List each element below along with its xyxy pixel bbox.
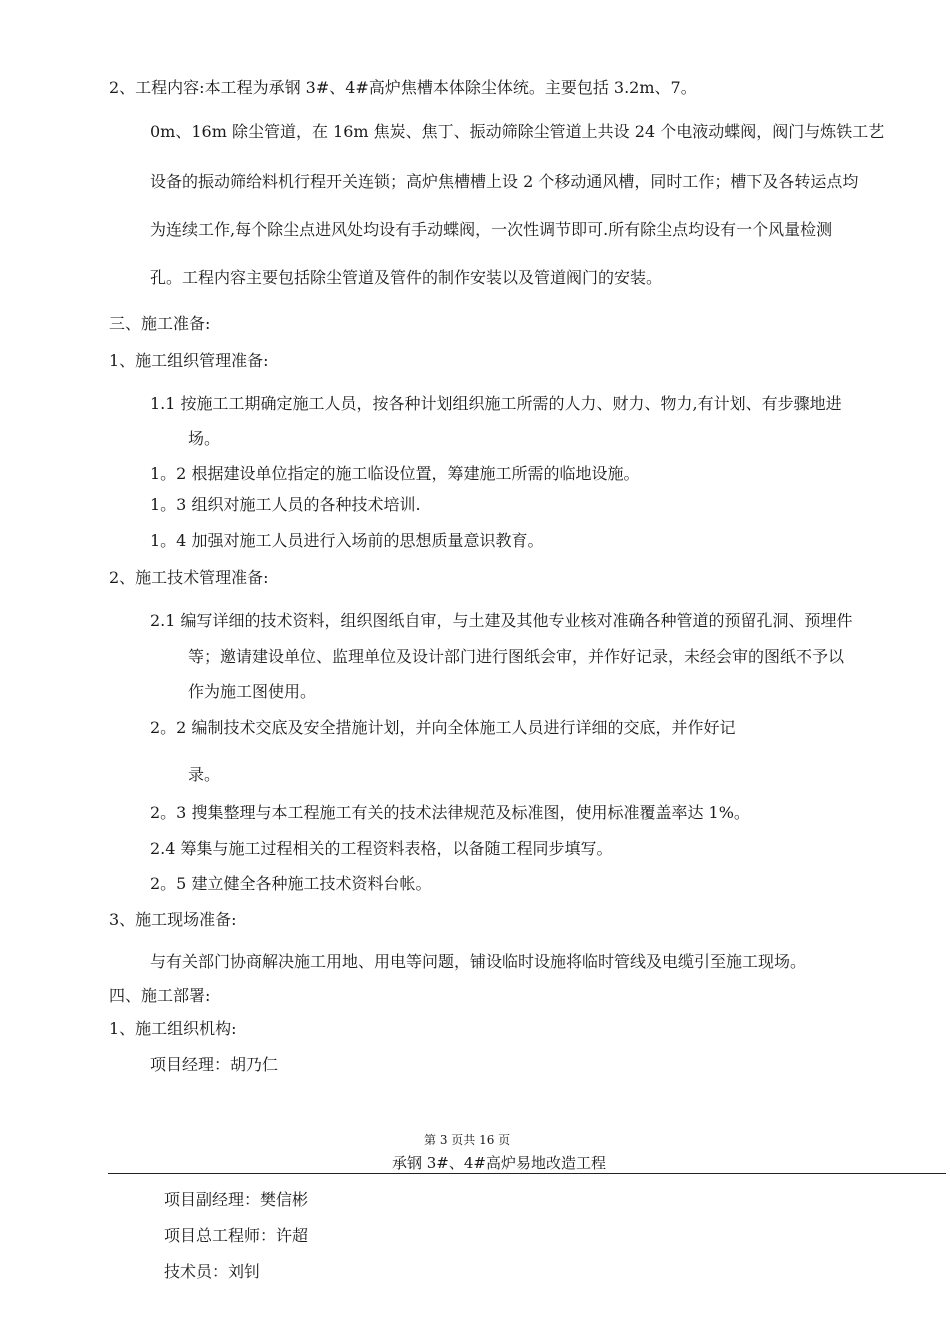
subsection-heading: 3、施工现场准备: [109, 910, 237, 929]
paragraph-line: 1。4 加强对施工人员进行入场前的思想质量意识教育。 [150, 531, 544, 550]
paragraph-line: 等；邀请建设单位、监理单位及设计部门进行图纸会审，并作好记录，未经会审的图纸不予以 [188, 647, 845, 666]
subsection-heading: 2、施工技术管理准备: [109, 568, 269, 587]
section-heading: 三、施工准备: [109, 314, 211, 333]
paragraph-line: 2、工程内容:本工程为承钢 3#、4#高炉焦槽本体除尘体统。主要包括 3.2m、7。 [109, 78, 697, 97]
paragraph-line: 2。5 建立健全各种施工技术资料台帐。 [150, 874, 432, 893]
page-divider [108, 1173, 946, 1174]
paragraph-line: 2.1 编写详细的技术资料，组织图纸自审，与土建及其他专业核对准确各种管道的预留孔洞、预埋件 [150, 611, 853, 630]
paragraph-line: 录。 [188, 765, 221, 784]
subsection-heading: 1、施工组织机构: [109, 1019, 237, 1038]
paragraph-line: 技术员：刘钊 [164, 1262, 261, 1281]
paragraph-line: 1。2 根据建设单位指定的施工临设位置，筹建施工所需的临地设施。 [150, 464, 640, 483]
paragraph-line: 2.4 筹集与施工过程相关的工程资料表格，以备随工程同步填写。 [150, 839, 613, 858]
paragraph-line: 2。2 编制技术交底及安全措施计划，并向全体施工人员进行详细的交底，并作好记 [150, 718, 736, 737]
paragraph-line: 1。3 组织对施工人员的各种技术培训. [150, 495, 421, 514]
paragraph-line: 作为施工图使用。 [188, 682, 317, 701]
paragraph-line: 项目总工程师：许超 [164, 1226, 309, 1245]
paragraph-line: 2。3 搜集整理与本工程施工有关的技术法律规范及标准图，使用标准覆盖率达 1%。 [150, 803, 750, 822]
paragraph-line: 项目经理：胡乃仁 [150, 1055, 279, 1074]
paragraph-line: 与有关部门协商解决施工用地、用电等问题，铺设临时设施将临时管线及电缆引至施工现场。 [150, 952, 807, 971]
paragraph-line: 1.1 按施工工期确定施工人员，按各种计划组织施工所需的人力、财力、物力,有计划、有步骤地进 [150, 394, 842, 413]
running-header: 承钢 3#、4#高炉易地改造工程 [392, 1154, 606, 1172]
page-number: 第 3 页共 16 页 [424, 1133, 511, 1147]
paragraph-line: 孔。工程内容主要包括除尘管道及管件的制作安装以及管道阀门的安装。 [150, 268, 663, 287]
section-heading: 四、施工部署: [109, 986, 211, 1005]
paragraph-line: 场。 [188, 429, 221, 448]
paragraph-line: 设备的振动筛给料机行程开关连锁；高炉焦槽槽上设 2 个移动通风槽，同时工作；槽下及各转运点均 [150, 172, 859, 191]
paragraph-line: 为连续工作,每个除尘点进风处均设有手动蝶阀，一次性调节即可.所有除尘点均设有一个风量检测 [150, 220, 833, 239]
paragraph-line: 0m、16m 除尘管道，在 16m 焦炭、焦丁、振动筛除尘管道上共设 24 个电液动蝶阀，阀门与炼铁工艺 [150, 122, 885, 141]
subsection-heading: 1、施工组织管理准备: [109, 351, 269, 370]
paragraph-line: 项目副经理：樊信彬 [164, 1190, 309, 1209]
